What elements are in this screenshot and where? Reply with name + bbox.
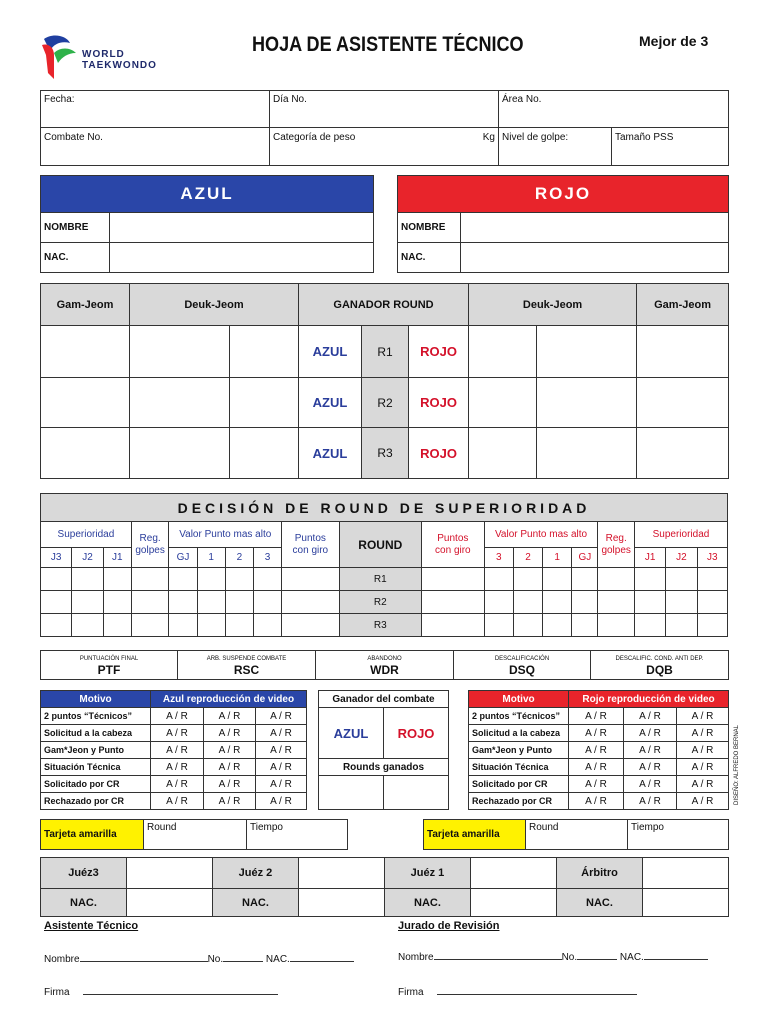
logo-text-world: WORLD (82, 49, 125, 60)
best-of-label: Mejor de 3 (639, 33, 709, 49)
juez2-label: Juéz 2 (213, 858, 299, 889)
superioridad-title: DECISIÓN DE ROUND DE SUPERIORIDAD (41, 494, 728, 522)
tarjeta-azul-round[interactable]: Round (144, 820, 247, 850)
reg-golpes-azul: Reg. golpes (131, 522, 169, 568)
pss-field[interactable]: Tamaño PSS (612, 128, 729, 166)
rojo-nombre-input[interactable] (461, 213, 729, 243)
rojo-nombre-label: NOMBRE (398, 213, 461, 243)
rojo-motivo-header: Motivo (469, 691, 569, 708)
rojo-title: ROJO (398, 176, 729, 213)
rounds-ganados-azul[interactable] (319, 776, 384, 810)
deuk-jeom-rojo-header: Deuk-Jeom (469, 284, 637, 326)
azul-nac-label: NAC. (41, 243, 110, 273)
juez2-input[interactable] (299, 858, 385, 889)
tarjeta-rojo-tiempo[interactable]: Tiempo (628, 820, 729, 850)
sup-rojo-header: Superioridad (634, 522, 727, 548)
jueces-table: Juéz3 Juéz 2 Juéz 1 Árbitro NAC. NAC. NAC. NAC. (40, 857, 729, 917)
rojo-r3[interactable]: ROJO (409, 428, 469, 479)
azul-title: AZUL (41, 176, 374, 213)
juez3-input[interactable] (127, 858, 213, 889)
reg-golpes-rojo: Reg. golpes (598, 522, 635, 568)
arbitro-label: Árbitro (557, 858, 643, 889)
tarjeta-rojo-label: Tarjeta amarilla (424, 820, 526, 850)
sup-row-r2: R2 (41, 591, 728, 614)
sup-row-r1: R1 (41, 568, 728, 591)
round-label-r2: R2 (362, 378, 409, 428)
rounds-ganados-header: Rounds ganados (319, 759, 449, 776)
round-row-1 (41, 326, 729, 378)
tarjeta-rojo-round[interactable]: Round (526, 820, 628, 850)
info-table (40, 90, 729, 166)
superioridad-table: DECISIÓN DE ROUND DE SUPERIORIDAD Superioridad Reg. golpes Valor Punto mas alto Puntos con giro ROUND Puntos con giro Valor Punto mas alto Reg. golpes Superioridad J3 J2 J1 GJ 1 2 3 3 2 1 GJ J1 J2 J3 R1 R2 R3 (40, 493, 728, 637)
azul-nombre-input[interactable] (110, 213, 374, 243)
area-field[interactable]: Área No. (499, 91, 729, 128)
sup-row-r3: R3 (41, 614, 728, 637)
dia-field[interactable]: Día No. (270, 91, 499, 128)
puntos-giro-azul: Puntos con giro (282, 522, 339, 568)
ganador-rojo[interactable]: ROJO (384, 708, 449, 759)
logo-text-taekwondo: TAEKWONDO (82, 60, 157, 71)
azul-r1[interactable]: AZUL (299, 326, 362, 378)
azul-video-table: Motivo Azul reproducción de video 2 puntos “Técnicos” A / R A / R A / R Solicitud a la cabeza A / R A / R A / R Gam*Jeon y Punto A / R A / R A / R Situación Técnica A / R A / R A / R Solicitado por CR A / R A / R A / R Rechazado por CR A / R A / R A / R (40, 690, 307, 810)
decision-table (40, 650, 729, 680)
gam-jeom-rojo-header: Gam-Jeom (637, 284, 729, 326)
azul-nac-input[interactable] (110, 243, 374, 273)
gam-jeom-azul-header: Gam-Jeom (41, 284, 130, 326)
logo-mark-icon (40, 33, 80, 83)
world-taekwondo-logo (40, 33, 170, 83)
sup-azul-header: Superioridad (41, 522, 132, 548)
round-label-r1: R1 (362, 326, 409, 378)
tarjeta-azul-label: Tarjeta amarilla (41, 820, 144, 850)
round-header: ROUND (339, 522, 421, 568)
valor-azul-header: Valor Punto mas alto (169, 522, 282, 548)
jurado-firma-line[interactable]: Firma (398, 985, 637, 998)
nivel-field[interactable]: Nivel de golpe: (499, 128, 612, 166)
decision-rsc[interactable]: ARB. SUSPENDE COMBATE RSC (178, 651, 316, 680)
puntos-giro-rojo: Puntos con giro (422, 522, 485, 568)
juez3-label: Juéz3 (41, 858, 127, 889)
decision-dsq[interactable]: DESCALIFICACIÓN DSQ (454, 651, 591, 680)
decision-ptf[interactable]: PUNTUACIÓN FINAL PTF (41, 651, 178, 680)
categoria-field[interactable]: Categoría de peso Kg (270, 128, 499, 166)
decision-wdr[interactable]: ABANDONO WDR (316, 651, 454, 680)
tarjeta-azul-table (40, 819, 348, 850)
rojo-r2[interactable]: ROJO (409, 378, 469, 428)
deuk-jeom-azul-header: Deuk-Jeom (130, 284, 299, 326)
azul-rep-header: Azul reproducción de video (151, 691, 307, 708)
design-credit: DISEÑO: ALFREDO BERNAL (734, 724, 740, 805)
juez1-input[interactable] (471, 858, 557, 889)
azul-r2[interactable]: AZUL (299, 378, 362, 428)
ganador-combate-table (318, 690, 449, 810)
rojo-rep-header: Rojo reproducción de video (569, 691, 729, 708)
round-row-2 (41, 378, 729, 428)
juez1-label: Juéz 1 (385, 858, 471, 889)
round-row-3 (41, 428, 729, 479)
page-title: HOJA DE ASISTENTE TÉCNICO (252, 33, 524, 56)
ganador-round-header: GANADOR ROUND (299, 284, 469, 326)
asistente-firma-line[interactable]: Firma (44, 985, 278, 998)
decision-dqb[interactable]: DESCALIFIC. COND. ANTI DEP. DQB (591, 651, 729, 680)
rojo-video-table: Motivo Rojo reproducción de video 2 puntos “Técnicos” A / R A / R A / R Solicitud a la cabeza A / R A / R A / R Gam*Jeon y Punto A / R A / R A / R Situación Técnica A / R A / R A / R Solicitado por CR A / R A / R A / R Rechazado por CR A / R A / R A / R (468, 690, 729, 810)
asistente-nombre-line[interactable]: Nombre No. NAC. (44, 952, 354, 965)
azul-nombre-label: NOMBRE (41, 213, 110, 243)
tarjeta-rojo-table (423, 819, 729, 850)
arbitro-input[interactable] (643, 858, 729, 889)
jurado-nombre-line[interactable]: Nombre No. NAC. (398, 950, 708, 963)
valor-rojo-header: Valor Punto mas alto (484, 522, 598, 548)
azul-r3[interactable]: AZUL (299, 428, 362, 479)
azul-motivo-header: Motivo (41, 691, 151, 708)
tarjeta-azul-tiempo[interactable]: Tiempo (247, 820, 348, 850)
round-label-r3: R3 (362, 428, 409, 479)
rojo-nac-input[interactable] (461, 243, 729, 273)
rounds-ganados-rojo[interactable] (384, 776, 449, 810)
jurado-revision-heading: Jurado de Revisión (398, 920, 500, 932)
ganador-azul[interactable]: AZUL (319, 708, 384, 759)
ganador-combate-header: Ganador del combate (319, 691, 449, 708)
rojo-nac-label: NAC. (398, 243, 461, 273)
azul-panel (40, 175, 374, 273)
rounds-table (40, 283, 729, 479)
combate-field[interactable]: Combate No. (41, 128, 270, 166)
rojo-panel (397, 175, 729, 273)
asistente-tecnico-heading: Asistente Técnico (44, 920, 139, 932)
fecha-field[interactable]: Fecha: (41, 91, 270, 128)
rojo-r1[interactable]: ROJO (409, 326, 469, 378)
